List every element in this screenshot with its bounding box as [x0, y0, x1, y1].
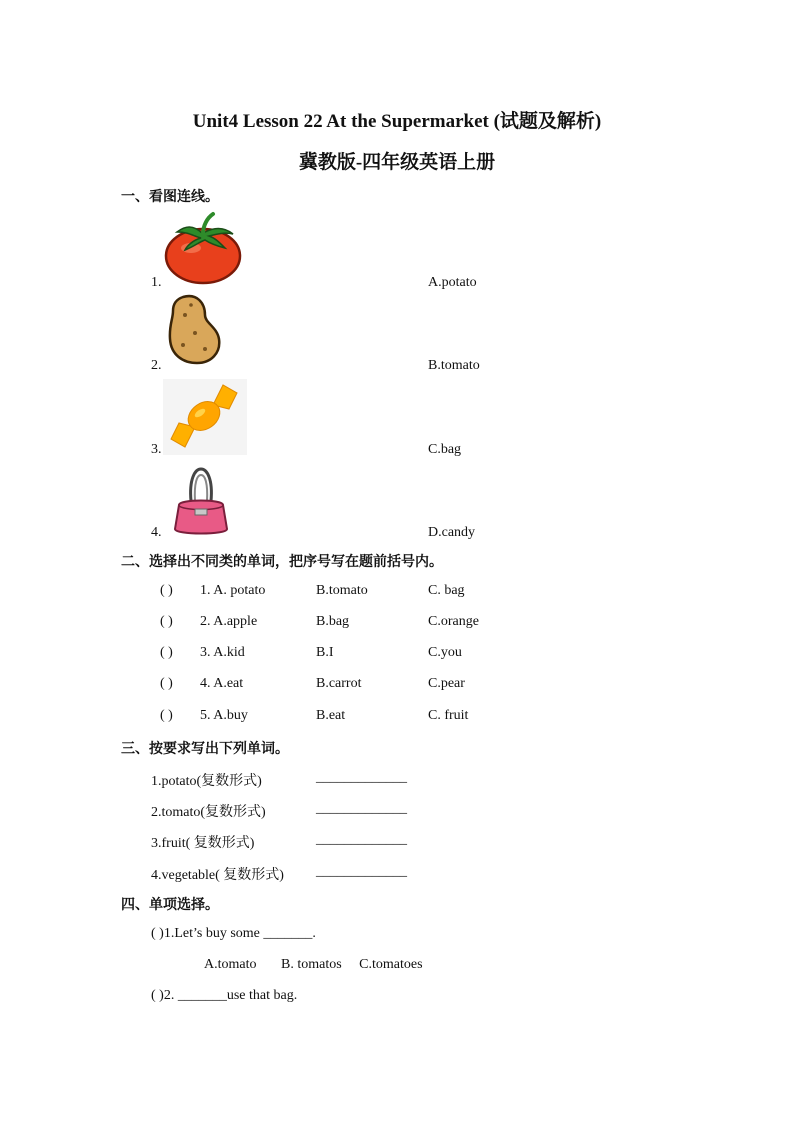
- answer-paren: ( ): [160, 645, 173, 660]
- match-option-b: B.tomato: [428, 358, 480, 373]
- section1-heading: 一、看图连线。: [121, 189, 219, 205]
- question-1: ( )1.Let’s buy some _______.: [151, 926, 316, 941]
- option-a: 2. A.apple: [200, 614, 258, 629]
- question-1-options: A.tomato B. tomatos C.tomatoes: [204, 957, 423, 972]
- candy-icon: [163, 379, 247, 455]
- option-b: B.bag: [316, 614, 350, 629]
- match-option-a: A.potato: [428, 275, 477, 290]
- option-a: 3. A.kid: [200, 645, 245, 660]
- handbag-icon: [173, 465, 229, 539]
- answer-paren: ( ): [160, 676, 173, 691]
- answer-blank: _____________: [316, 832, 407, 847]
- section4-heading: 四、单项选择。: [121, 897, 219, 913]
- match-num-3: 3.: [151, 442, 162, 457]
- word-prompt: 2.tomato(复数形式): [151, 805, 266, 820]
- match-option-d: D.candy: [428, 525, 476, 540]
- match-num-4: 4.: [151, 525, 162, 540]
- option-c: C.you: [428, 645, 462, 660]
- option-c: C. fruit: [428, 708, 469, 723]
- option-b: B.tomato: [316, 583, 368, 598]
- section2-heading: 二、选择出不同类的单词，把序号写在题前括号内。: [121, 554, 443, 570]
- match-num-1: 1.: [151, 275, 162, 290]
- match-num-2: 2.: [151, 358, 162, 373]
- section3-heading: 三、按要求写出下列单词。: [121, 741, 289, 757]
- match-option-c: C.bag: [428, 442, 462, 457]
- option-c: C.orange: [428, 614, 479, 629]
- answer-blank: _____________: [316, 770, 407, 785]
- page-subtitle: 冀教版-四年级英语上册: [298, 152, 496, 173]
- word-prompt: 1.potato(复数形式): [151, 774, 262, 789]
- option-b: B.carrot: [316, 676, 362, 691]
- option-a: 4. A.eat: [200, 676, 244, 691]
- answer-paren: ( ): [160, 583, 173, 598]
- option-b: B.eat: [316, 708, 346, 723]
- potato-icon: [165, 293, 225, 367]
- word-prompt: 4.vegetable( 复数形式): [151, 868, 284, 883]
- option-c: C. bag: [428, 583, 465, 598]
- answer-blank: _____________: [316, 864, 407, 879]
- answer-paren: ( ): [160, 614, 173, 629]
- option-a: 1. A. potato: [200, 583, 266, 598]
- word-prompt: 3.fruit( 复数形式): [151, 836, 255, 851]
- question-2: ( )2. _______use that bag.: [151, 988, 298, 1003]
- page-title: Unit4 Lesson 22 At the Supermarket (试题及解析): [192, 111, 602, 132]
- answer-paren: ( ): [160, 708, 173, 723]
- answer-blank: _____________: [316, 801, 407, 816]
- option-c: C.pear: [428, 676, 465, 691]
- option-b: B.I: [316, 645, 334, 660]
- option-a: 5. A.buy: [200, 708, 248, 723]
- tomato-icon: [163, 210, 243, 286]
